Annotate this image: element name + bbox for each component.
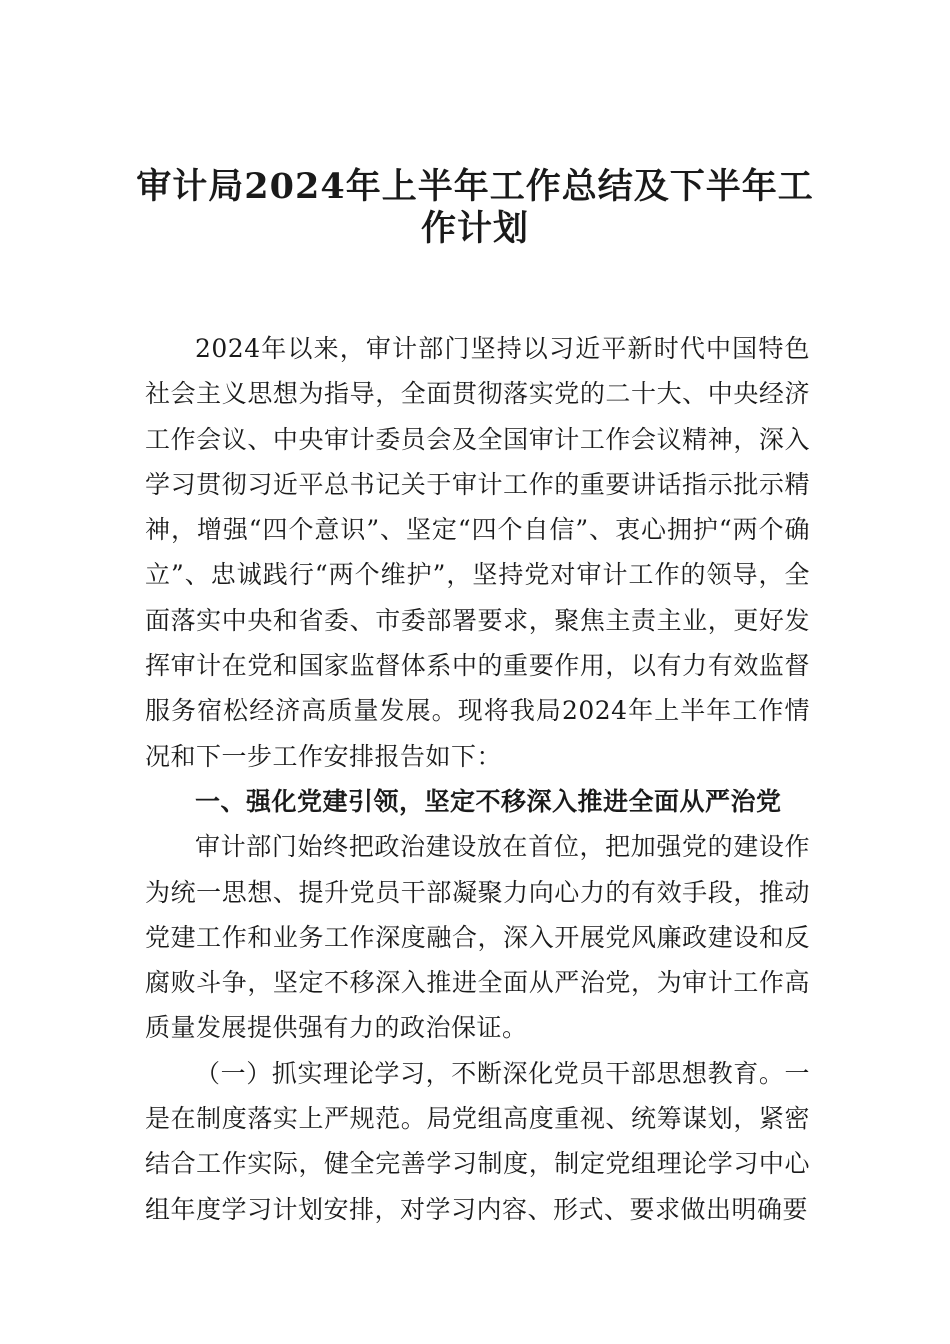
section-heading-1: 一、强化党建引领，坚定不移深入推进全面从严治党 xyxy=(195,786,782,816)
document-body xyxy=(145,326,810,1232)
subsection-1-text: 一是在制度落实上严规范。局党组高度重视、统筹谋划，紧密结合工作实际，健全完善学习制度，制定党组理论学习中心组年度学习计划安排，对学习内容、形式、要求做出明确要 xyxy=(145,1058,810,1224)
intro-paragraph: 2024年以来，审计部门坚持以习近平新时代中国特色社会主义思想为指导，全面贯彻落实党的二十大、中央经济工作会议、中央审计委员会及全国审计工作会议精神，深入学习贯彻习近平总书记关于审计工作的重要讲话指示批示精神，增强“四个意识”、坚定“四个自信”、衷心拥护“两个确立”、忠诚践行“两个维护”，坚持党对审计工作的领导，全面落实中央和省委、市委部署要求，聚焦主责主业，更好发挥审计在党和国家监督体系中的重要作用，以有力有效监督服务宿松经济高质量发展。现将我局2024年上半年工作情况和下一步工作安排报告如下： xyxy=(145,334,810,771)
document-title-line-2: 作计划 xyxy=(420,208,529,249)
section-1-paragraph: 审计部门始终把政治建设放在首位，把加强党的建设作为统一思想、提升党员干部凝聚力向心力的有效手段，推动党建工作和业务工作深度融合，深入开展党风廉政建设和反腐败斗争，坚定不移深入推进全面从严治党，为审计工作高质量发展提供强有力的政治保证。 xyxy=(145,832,810,1043)
subsection-1-paragraph xyxy=(145,1051,810,1232)
subsection-1-lead: （一）抓实理论学习，不断深化党员干部思想教育。 xyxy=(195,1058,785,1088)
document-title-line-1: 审计局2024年上半年工作总结及下半年工 xyxy=(136,166,814,207)
